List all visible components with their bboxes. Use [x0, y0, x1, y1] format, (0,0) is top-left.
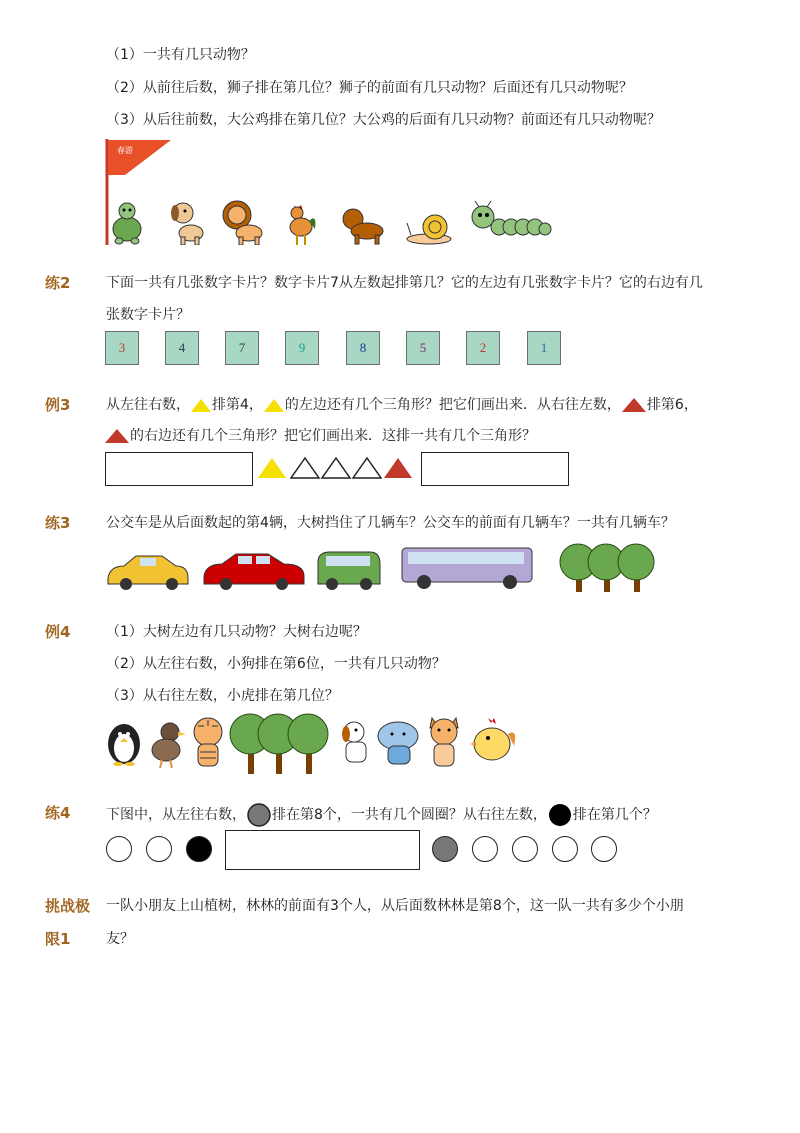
- white-circle-icon: [472, 836, 498, 862]
- duck-icon: [152, 723, 186, 768]
- lian2-text-2: 张数字卡片？: [106, 307, 190, 323]
- ox-icon: [335, 203, 385, 245]
- number-card: 5: [406, 331, 440, 365]
- number-card: 8: [346, 331, 380, 365]
- gray-circle-icon: [432, 836, 458, 862]
- white-circle-icon: [512, 836, 538, 862]
- lian4-text-c: 排在第几个？: [572, 807, 657, 823]
- white-circle-icon: [106, 836, 132, 862]
- white-circle-icon: [146, 836, 172, 862]
- li4-question-2: （2）从左往右数，小狗排在第6位，一共有几只动物？: [106, 656, 446, 672]
- lian4-text: [106, 803, 657, 827]
- black-circle-icon: [186, 836, 212, 862]
- number-card: 1: [527, 331, 561, 365]
- number-card: 9: [285, 331, 319, 365]
- question-1: （1）一共有几只动物？: [106, 47, 255, 63]
- li4-label: 例4: [45, 623, 71, 641]
- red-triangle-icon: [621, 397, 647, 413]
- trees-icon: [230, 714, 328, 774]
- chick-icon: [470, 718, 515, 760]
- white-triangle-icon: [353, 458, 381, 478]
- animal-parade: [103, 137, 563, 247]
- yellow-triangle-icon: [190, 397, 212, 413]
- red-triangle-icon: [104, 428, 130, 444]
- li3-text-2: [104, 426, 536, 446]
- li3-label: 例3: [45, 396, 71, 414]
- vehicle-row: [104, 540, 674, 596]
- animal-row-2: [104, 712, 524, 776]
- number-card: 4: [165, 331, 199, 365]
- black-circle-icon: [547, 803, 573, 827]
- lian3-text: 公交车是从后面数起的第4辆，大树挡住了几辆车？公交车的前面有几辆车？一共有几辆车？: [106, 515, 675, 531]
- yellow-taxi-icon: [108, 556, 188, 590]
- gray-circle-icon: [246, 803, 272, 827]
- li3-text-a: 从左往右数，: [106, 397, 190, 413]
- lian4-text-a: 下图中，从左往右数，: [106, 807, 246, 823]
- li3-text-b: 排第4，: [212, 397, 263, 413]
- purple-bus-icon: [402, 548, 532, 589]
- trees-icon: [560, 544, 654, 592]
- answer-box-right[interactable]: [421, 452, 569, 486]
- penguin-icon: [108, 724, 140, 766]
- question-3: （3）从后往前数，大公鸡排在第几位？大公鸡的后面有几只动物？前面还有几只动物呢？: [106, 112, 661, 128]
- lian2-label: 练2: [45, 274, 71, 292]
- red-triangle-icon: [384, 458, 412, 478]
- dog-icon: [167, 201, 205, 245]
- li4-question-3: （3）从右往左数，小虎排在第几位？: [106, 688, 339, 704]
- li3-text-e: 的右边还有几个三角形？把它们画出来．这排一共有几个三角形？: [130, 428, 536, 444]
- li3-text-d: 排第6，: [646, 397, 698, 413]
- elephant-icon: [378, 722, 418, 764]
- triangle-row: [256, 456, 416, 480]
- turtle-icon: [109, 201, 145, 245]
- challenge-text-2: 友？: [106, 931, 134, 947]
- challenge-label-2: 限1: [45, 930, 71, 948]
- red-car-icon: [204, 554, 304, 590]
- number-card: 7: [225, 331, 259, 365]
- lion-icon: [219, 199, 265, 245]
- white-triangle-icon: [322, 458, 350, 478]
- li4-question-1: （1）大树左边有几只动物？大树右边呢？: [106, 624, 367, 640]
- white-triangle-icon: [291, 458, 319, 478]
- lian3-label: 练3: [45, 514, 71, 532]
- caterpillar-icon: [469, 201, 553, 245]
- white-circle-icon: [552, 836, 578, 862]
- lian4-text-b: 排在第8个，一共有几个圆圈？从右往左数，: [272, 807, 547, 823]
- question-2: （2）从前往后数，狮子排在第几位？狮子的前面有几只动物？后面还有几只动物呢？: [106, 80, 633, 96]
- number-card: 2: [466, 331, 500, 365]
- white-circle-icon: [591, 836, 617, 862]
- yellow-triangle-icon: [258, 458, 286, 478]
- answer-box-circles[interactable]: [225, 830, 420, 870]
- rooster-icon: [283, 201, 319, 247]
- lian2-text-1: 下面一共有几张数字卡片？数字卡片7从左数起排第几？它的左边有几张数字卡片？它的右边有几: [106, 275, 703, 291]
- number-card: 3: [105, 331, 139, 365]
- green-van-icon: [318, 552, 380, 590]
- dog-icon: [342, 722, 366, 762]
- li3-text-1: [106, 395, 698, 415]
- answer-box-left[interactable]: [105, 452, 253, 486]
- cat-icon: [430, 718, 458, 766]
- snail-icon: [405, 211, 455, 245]
- flag-text: 春游: [117, 146, 133, 155]
- li3-text-c: 的左边还有几个三角形？把它们画出来．从右往左数，: [284, 397, 621, 413]
- yellow-triangle-icon: [263, 397, 285, 413]
- tiger-icon: [194, 718, 222, 766]
- challenge-label-1: 挑战极: [45, 897, 91, 915]
- challenge-text-1: 一队小朋友上山植树，林林的前面有3个人，从后面数林林是第8个，这一队一共有多少个小朋: [106, 898, 684, 914]
- lian4-label: 练4: [45, 804, 71, 822]
